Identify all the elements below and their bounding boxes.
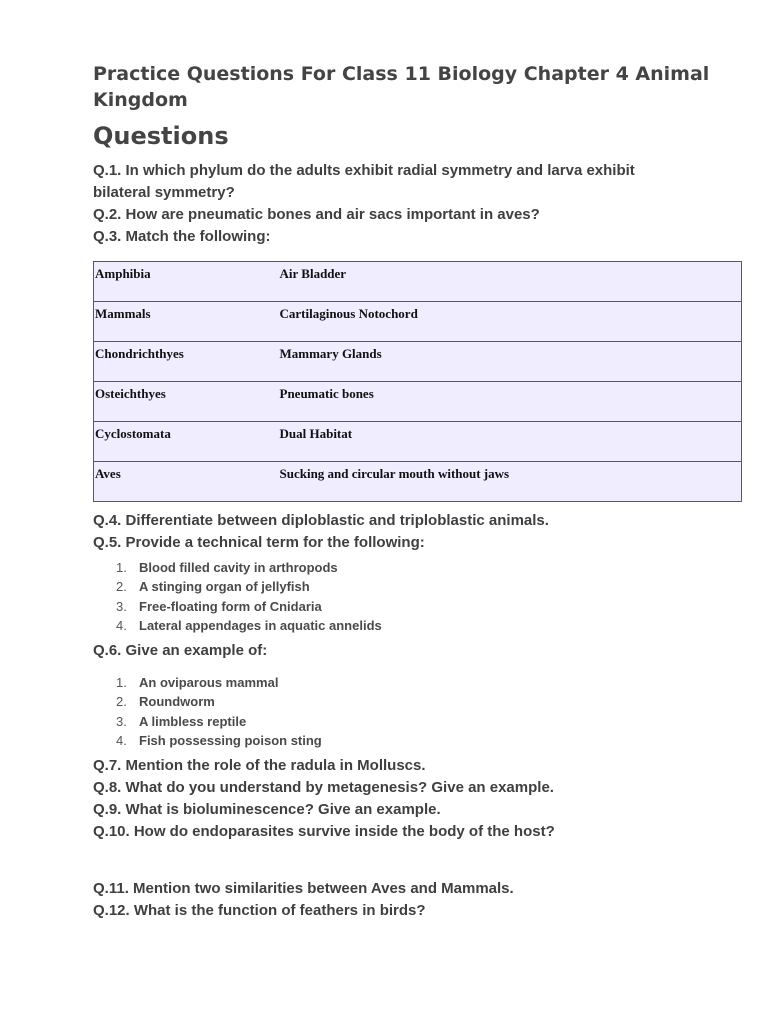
list-number: 2. bbox=[116, 579, 127, 595]
table-cell: Pneumatic bones bbox=[279, 382, 742, 422]
question-2: Q.2. How are pneumatic bones and air sacs important in aves? bbox=[93, 206, 540, 223]
question-6: Q.6. Give an example of: bbox=[93, 642, 268, 659]
list-item bbox=[93, 558, 382, 577]
list-item bbox=[93, 577, 382, 596]
list-item bbox=[93, 731, 322, 750]
list-item-text: Blood filled cavity in arthropods bbox=[139, 560, 338, 575]
table-cell: Amphibia bbox=[94, 262, 279, 302]
table-cell: Sucking and circular mouth without jaws bbox=[279, 462, 742, 502]
table-cell: Dual Habitat bbox=[279, 422, 742, 462]
list-item-text: A stinging organ of jellyfish bbox=[139, 579, 310, 595]
question-5: Q.5. Provide a technical term for the following: bbox=[93, 534, 425, 551]
list-item bbox=[93, 673, 322, 692]
question-4: Q.4. Differentiate between diploblastic and triploblastic animals. bbox=[93, 512, 549, 529]
list-item bbox=[93, 712, 322, 731]
question-8: Q.8. What do you understand by metagenesis? Give an example. bbox=[93, 779, 554, 796]
list-number: 1. bbox=[116, 560, 127, 575]
table-cell: Chondrichthyes bbox=[94, 342, 279, 382]
question-12: Q.12. What is the function of feathers in birds? bbox=[93, 902, 426, 919]
list-number: 2. bbox=[116, 694, 127, 710]
list-item-text: A limbless reptile bbox=[139, 713, 247, 729]
table-row bbox=[94, 382, 742, 422]
question-9: Q.9. What is bioluminescence? Give an example. bbox=[93, 801, 441, 818]
table-cell: Air Bladder bbox=[279, 262, 742, 302]
list-item-text: Roundworm bbox=[139, 694, 215, 710]
document-title: Practice Questions For Class 11 Biology Chapter 4 Animal Kingdom bbox=[93, 63, 710, 111]
list-number: 4. bbox=[116, 732, 127, 748]
question-11: Q.11. Mention two similarities between Aves and Mammals. bbox=[93, 880, 514, 897]
table-row bbox=[94, 462, 742, 502]
q5-term-list bbox=[93, 558, 382, 635]
list-number: 3. bbox=[116, 713, 127, 729]
list-item bbox=[93, 692, 322, 711]
table-cell: Mammals bbox=[94, 302, 279, 342]
list-item bbox=[93, 616, 382, 635]
q6-example-list bbox=[93, 673, 322, 750]
table-row bbox=[94, 422, 742, 462]
list-item bbox=[93, 597, 382, 616]
table-row bbox=[94, 262, 742, 302]
question-10: Q.10. How do endoparasites survive inside the body of the host? bbox=[93, 823, 555, 840]
match-table bbox=[93, 261, 742, 502]
question-3: Q.3. Match the following: bbox=[93, 228, 271, 245]
table-row bbox=[94, 302, 742, 342]
list-item-text: Lateral appendages in aquatic annelids bbox=[139, 617, 382, 633]
list-number: 3. bbox=[116, 598, 127, 614]
list-item-text: An oviparous mammal bbox=[139, 675, 279, 690]
list-number: 1. bbox=[116, 675, 127, 690]
list-item-text: Free-floating form of Cnidaria bbox=[139, 598, 322, 614]
section-heading: Questions bbox=[93, 122, 229, 150]
list-number: 4. bbox=[116, 617, 127, 633]
question-7: Q.7. Mention the role of the radula in Molluscs. bbox=[93, 757, 426, 774]
list-item-text: Fish possessing poison sting bbox=[139, 732, 322, 748]
table-cell: Aves bbox=[94, 462, 279, 502]
table-cell: Osteichthyes bbox=[94, 382, 279, 422]
table-cell: Cartilaginous Notochord bbox=[279, 302, 742, 342]
question-1: Q.1. In which phylum do the adults exhibit radial symmetry and larva exhibit bilateral symmetry? bbox=[93, 162, 635, 201]
table-cell: Mammary Glands bbox=[279, 342, 742, 382]
table-cell: Cyclostomata bbox=[94, 422, 279, 462]
table-row bbox=[94, 342, 742, 382]
